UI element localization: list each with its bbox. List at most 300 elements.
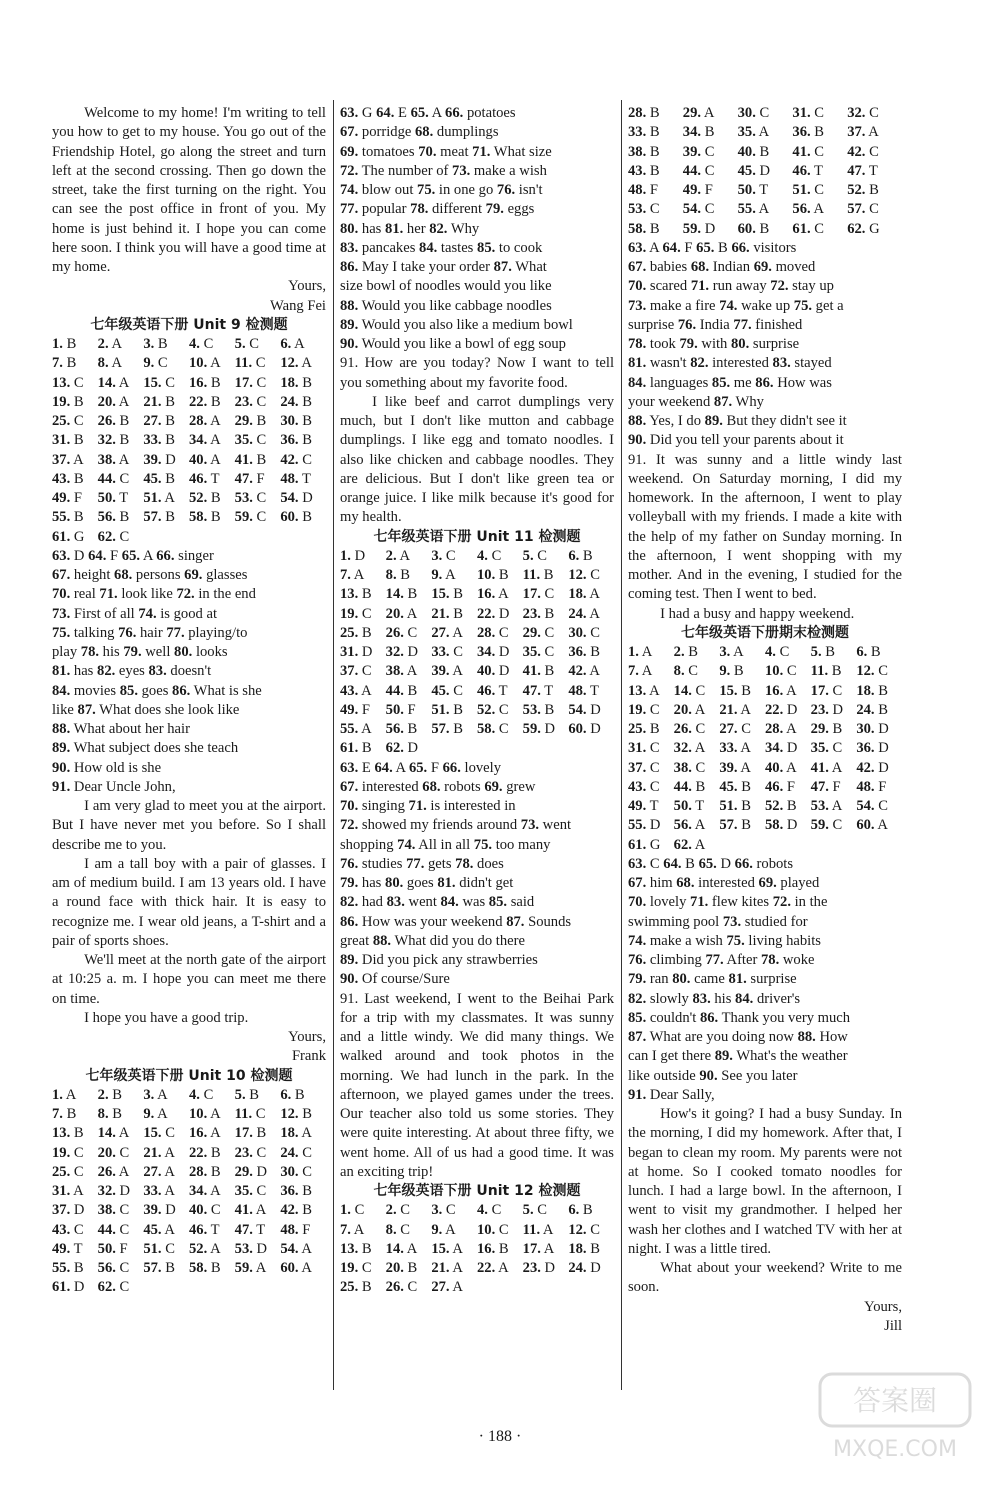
answer-item: 1. C [340, 1202, 365, 1219]
answer-item: 22. A [477, 1260, 509, 1276]
answer-item: 45. B [143, 470, 175, 487]
answer-item: 30. C [737, 105, 770, 121]
answer-item: 24. A [568, 605, 600, 622]
answer-item: 50. T [97, 490, 129, 506]
answer-item: 51. A [143, 490, 175, 506]
answer-item: 44. B [385, 682, 418, 699]
answer-line: 73. First of all 74. is good at [52, 605, 218, 622]
answer-item: 10. B [477, 567, 509, 583]
answer-item: 62. C [97, 528, 130, 545]
signature-closing: Yours, [864, 1298, 902, 1315]
answer-item: 60. A [856, 817, 888, 834]
answer-item: 12. C [856, 663, 888, 680]
answer-item: 45. B [719, 778, 751, 795]
answer-lines-final [628, 855, 902, 1105]
answer-item: 54. C [682, 201, 715, 218]
answer-line: great 88. What did you do there [340, 932, 525, 949]
answer-item: 9. A [431, 567, 456, 583]
answer-item: 46. T [189, 470, 220, 487]
answer-line: like outside 90. See you later [628, 1067, 798, 1084]
answer-item: 31. C [792, 105, 825, 121]
answer-line: 74. blow out 75. in one go 76. isn't [340, 182, 543, 198]
answer-item: 57. B [431, 721, 463, 737]
answer-item: 27. A [143, 1163, 175, 1180]
answer-item: 47. T [234, 1221, 266, 1238]
answer-item: 55. A [737, 201, 770, 218]
answer-item: 26. C [673, 721, 706, 737]
answer-item: 35. A [737, 124, 770, 141]
answer-item: 8. A [97, 355, 122, 372]
answer-item: 25. B [340, 1279, 372, 1296]
letter-paragraph: What about your weekend? Write to me soon. [628, 1260, 902, 1296]
answer-item: 21. A [143, 1144, 175, 1161]
answer-item: 32. A [673, 740, 706, 757]
answer-item: 42. B [280, 1202, 312, 1219]
answer-item: 7. B [52, 1106, 77, 1122]
answer-item: 26. A [97, 1163, 130, 1180]
answer-item: 40. C [189, 1202, 221, 1219]
answer-item: 19. C [628, 701, 660, 718]
answer-line: swimming pool 73. studied for [628, 913, 808, 930]
answer-item: 46. F [765, 778, 796, 795]
answer-item: 55. B [52, 1260, 84, 1276]
answer-item: 43. C [52, 1221, 84, 1238]
answer-item: 26. C [385, 624, 418, 641]
answer-item: 49. T [628, 798, 659, 814]
answer-item: 38. A [385, 663, 418, 680]
answer-item: 13. B [52, 1125, 84, 1142]
answer-item: 19. B [52, 393, 84, 410]
answer-item: 37. A [52, 451, 84, 468]
answer-item: 44. C [682, 162, 715, 179]
answer-item: 51. B [719, 798, 751, 814]
answer-lines-unit10 [340, 104, 614, 354]
answer-item: 44. C [97, 1221, 130, 1238]
answer-item: 32. D [385, 644, 419, 660]
answer-item: 22. D [765, 701, 798, 718]
letter-paragraph: Welcome to my home! I'm writing to tell you how to get to my house. You go out of the Friendship Hotel, go along the street and turn left at the second crossing. Then go down the street, take the first turning on the right. You can see the post office in front of you. My home is just behind it. I hope you can come here soon. I think you will have a good time at my home. [52, 105, 326, 275]
answer-item: 41. A [234, 1202, 267, 1219]
answer-item: 4. C [189, 336, 214, 352]
answer-item: 33. B [143, 432, 175, 449]
answer-item: 24. C [280, 1144, 312, 1161]
section-heading-unit12: 七年级英语下册 Unit 12 检测题 [373, 1183, 581, 1199]
answer-item: 42. C [847, 143, 879, 160]
answer-line: 84. movies 85. goes 86. What is she [52, 682, 262, 699]
answer-item: 14. A [97, 1125, 130, 1142]
answer-item: 60. B [737, 220, 770, 237]
section-heading-final: 七年级英语下册期末检测题 [681, 624, 849, 641]
answer-item: 43. C [628, 778, 660, 795]
answer-item: 40. D [477, 663, 510, 680]
answer-item: 39. A [719, 759, 751, 776]
answer-item: 40. B [737, 143, 770, 160]
answer-lines-unit12 [628, 239, 902, 451]
letter-paragraph: I hope you have a good trip. [84, 1009, 249, 1026]
signature-name: Wang Fei [270, 297, 326, 314]
answer-line: 70. scared 71. run away 72. stay up [628, 278, 834, 295]
answer-line: 91. Dear Uncle John, [52, 778, 176, 795]
answer-line: 67. interested 68. robots 69. grew [340, 778, 536, 795]
answer-lines-unit9 [52, 547, 326, 797]
answer-line: size bowl of noodles would you like [340, 278, 552, 295]
answer-line: 77. popular 78. different 79. eggs [340, 201, 535, 218]
answer-item: 48. T [568, 682, 599, 699]
answer-line: 67. him 68. interested 69. played [628, 875, 820, 891]
answer-line: 63. D 64. F 65. A 66. singer [52, 547, 214, 564]
answer-item: 20. C [97, 1144, 130, 1161]
answer-item: 57. C [847, 201, 879, 218]
answer-item: 41. A [810, 759, 843, 776]
answer-item: 19. C [340, 1260, 372, 1276]
answer-item: 37. C [340, 663, 372, 680]
answer-item: 22. D [477, 605, 510, 622]
answer-item: 11. A [522, 1221, 554, 1238]
answer-item: 4. C [477, 1202, 502, 1219]
watermark-text: MXQE.COM [833, 1437, 957, 1462]
answer-item: 38. A [97, 451, 130, 468]
answer-item: 10. A [189, 1106, 221, 1122]
answer-item: 59. D [522, 721, 556, 737]
answer-item: 49. T [52, 1240, 83, 1257]
answer-item: 23. C [234, 1144, 267, 1161]
answer-line: 63. G 64. E 65. A 66. potatoes [340, 105, 516, 121]
answer-item: 61. C [792, 220, 825, 237]
answer-line: 67. babies 68. Indian 69. moved [628, 259, 816, 275]
answer-item: 52. C [477, 701, 509, 718]
answer-item: 1. D [340, 547, 366, 564]
answer-item: 15. C [143, 374, 175, 391]
answer-item: 31. C [628, 740, 660, 757]
answer-item: 13. A [628, 682, 660, 699]
answer-line: 78. took 79. with 80. surprise [628, 336, 800, 352]
answer-item: 12. B [280, 1106, 312, 1122]
answer-line: 72. The number of 73. make a wish [340, 162, 547, 179]
answer-item: 27. B [143, 413, 175, 429]
section-heading-unit9: 七年级英语下册 Unit 9 检测题 [90, 316, 288, 333]
answer-line: 88. Yes, I do 89. But they didn't see it [628, 413, 847, 429]
answer-line: 87. What are you doing now 88. How [628, 1029, 848, 1045]
answer-item: 24. D [568, 1260, 601, 1276]
answer-item: 61. B [340, 740, 372, 757]
answer-lines-unit11 [340, 759, 614, 990]
answer-item: 59. C [810, 817, 843, 834]
answer-item: 5. B [234, 1086, 259, 1103]
answer-item: 17. A [522, 1240, 555, 1257]
answer-item: 50. T [737, 182, 769, 198]
answer-item: 51. C [143, 1240, 175, 1257]
answer-item: 15. A [431, 1240, 463, 1257]
answer-item: 36. B [568, 644, 600, 660]
answer-item: 10. C [765, 663, 797, 680]
answer-item: 46. T [189, 1221, 220, 1238]
essay-closing: I had a busy and happy weekend. [660, 605, 855, 622]
answer-line: 88. Would you like cabbage noodles [340, 297, 552, 314]
answer-item: 53. A [810, 798, 843, 814]
answer-item: 24. B [856, 701, 888, 718]
answer-line: your weekend 87. Why [628, 393, 764, 410]
answer-line: 75. talking 76. hair 77. playing/to [52, 624, 248, 641]
answer-item: 49. F [340, 701, 371, 718]
column-2 [340, 104, 614, 1298]
answer-line: 73. make a fire 74. wake up 75. get a [628, 297, 844, 314]
answer-item: 57. B [143, 509, 175, 526]
answer-line: 85. couldn't 86. Thank you very much [628, 1009, 851, 1026]
answer-item: 46. T [477, 682, 508, 699]
answer-grid-unit10 [52, 1086, 326, 1298]
answer-item: 4. C [765, 644, 790, 660]
answer-item: 60. B [280, 509, 312, 526]
column-1 [52, 104, 326, 1298]
answer-item: 9. A [143, 1106, 168, 1122]
essay-paragraph: 91. It was sunny and a little windy last weekend. On Saturday morning, I did my homework. In the afternoon, I went to play volleyball with my friends. I made a kite with the help of my father on Sunday morning. In the afternoon, I went shopping with my mother. And in the evening, I studied for the coming test. Then I went to bed. [628, 451, 902, 603]
answer-item: 4. C [189, 1086, 214, 1103]
answer-item: 36. B [280, 1183, 312, 1199]
answer-item: 28. B [189, 1163, 221, 1180]
answer-item: 23. D [522, 1260, 556, 1276]
answer-line: 76. studies 77. gets 78. does [340, 855, 504, 872]
essay-intro: 91. How are you today? Now I want to tell you something about my favorite food. [340, 355, 614, 391]
column-divider-left [333, 100, 334, 1390]
answer-item: 47. F [234, 470, 265, 487]
signature-name: Frank [291, 1048, 326, 1065]
answer-grid-unit12-continued [628, 104, 902, 239]
answer-item: 30. D [856, 721, 889, 737]
answer-line: 72. showed my friends around 73. went [340, 817, 572, 834]
answer-item: 30. B [280, 413, 312, 429]
answer-line: 82. slowly 83. his 84. driver's [628, 990, 801, 1007]
answer-line: 89. Would you also like a medium bowl [340, 316, 573, 333]
answer-line: 82. had 83. went 84. was 85. said [340, 894, 535, 911]
answer-item: 18. B [856, 682, 888, 699]
answer-item: 1. A [628, 644, 653, 660]
section-heading-unit10: 七年级英语下册 Unit 10 检测题 [85, 1067, 293, 1084]
answer-item: 25. B [340, 624, 372, 641]
essay-paragraph: 91. Last weekend, I went to the Beihai Park for a trip with my classmates. It was sunny and a little windy. We did many things. We walked around and took photos in the morning. We had lunch in the park. In the afternoon, we played games under the trees. Our teacher also told us some stories. They were quite interesting. At about three fifty, we went home. All of us had a good time. It was an exciting trip! [340, 990, 614, 1180]
answer-item: 34. A [189, 1183, 221, 1199]
answer-item: 35. C [234, 432, 267, 449]
answer-item: 41. B [522, 663, 555, 680]
answer-line: 74. make a wish 75. living habits [628, 932, 821, 949]
answer-item: 43. B [628, 162, 660, 179]
answer-item: 5. B [810, 644, 835, 660]
answer-item: 45. C [431, 682, 463, 699]
answer-item: 3. B [143, 336, 168, 352]
answer-item: 14. C [673, 682, 706, 699]
answer-item: 50. F [97, 1240, 128, 1257]
answer-item: 2. A [97, 336, 122, 352]
answer-item: 6. B [856, 644, 881, 660]
answer-item: 43. A [340, 682, 372, 699]
answer-item: 23. D [810, 701, 844, 718]
answer-item: 47. T [522, 682, 554, 699]
answer-line: 76. climbing 77. After 78. woke [628, 952, 815, 968]
answer-item: 29. C [522, 624, 555, 641]
answer-item: 30. C [568, 624, 600, 641]
answer-item: 22. B [189, 1144, 221, 1161]
answer-item: 60. D [568, 721, 601, 737]
answer-item: 15. B [719, 682, 751, 699]
answer-grid-final [628, 643, 902, 855]
answer-item: 19. C [340, 605, 372, 622]
answer-item: 47. F [810, 778, 841, 795]
answer-item: 55. B [52, 509, 84, 526]
answer-item: 12. C [568, 1221, 600, 1238]
answer-line: 70. lovely 71. flew kites 72. in the [628, 894, 828, 911]
answer-line: 67. porridge 68. dumplings [340, 124, 499, 141]
answer-item: 56. C [97, 1260, 130, 1276]
answer-item: 33. A [719, 740, 751, 757]
answer-line: 90. Of course/Sure [340, 971, 450, 988]
section-heading-unit11: 七年级英语下册 Unit 11 检测题 [373, 528, 581, 545]
answer-item: 9. C [143, 355, 168, 372]
answer-item: 44. C [97, 470, 130, 487]
answer-item: 26. B [97, 413, 130, 429]
answer-line: like 87. What does she look like [52, 701, 240, 718]
answer-item: 15. B [431, 586, 463, 603]
column-divider-right [621, 100, 622, 1390]
answer-item: 38. C [673, 759, 706, 776]
answer-item: 18. A [280, 1125, 312, 1142]
answer-item: 2. B [97, 1086, 122, 1103]
answer-item: 40. A [189, 451, 221, 468]
answer-item: 42. A [568, 663, 600, 680]
answer-item: 8. C [385, 1221, 410, 1238]
answer-line: 67. height 68. persons 69. glasses [52, 567, 248, 583]
answer-item: 17. C [810, 682, 843, 699]
answer-item: 52. B [765, 798, 797, 814]
answer-item: 11. B [522, 567, 554, 583]
answer-item: 2. B [673, 644, 698, 660]
answer-item: 20. A [673, 701, 706, 718]
answer-item: 17. C [234, 374, 267, 391]
answer-item: 59. D [682, 220, 716, 237]
answer-item: 40. A [765, 759, 797, 776]
answer-item: 14. A [385, 1240, 418, 1257]
answer-item: 35. C [522, 644, 555, 660]
answer-item: 55. D [628, 817, 661, 834]
answer-item: 31. B [52, 432, 84, 449]
answer-item: 29. B [234, 413, 267, 429]
answer-item: 48. F [628, 182, 659, 198]
answer-item: 54. C [856, 798, 888, 814]
answer-item: 30. C [280, 1163, 312, 1180]
answer-item: 16. A [477, 586, 509, 603]
answer-item: 33. C [431, 644, 463, 660]
answer-item: 21. A [431, 1260, 463, 1276]
answer-item: 17. B [234, 1125, 267, 1142]
letter-paragraph: I am a tall boy with a pair of glasses. I am of medium build. I am 13 years old. I have a round face with thick hair. It is easy to recognize me. I wear old jeans, a T-shirt and a pair of sports shoes. [52, 855, 326, 949]
answer-item: 51. B [431, 701, 463, 718]
answer-item: 28. B [628, 105, 660, 121]
answer-item: 33. A [143, 1183, 175, 1199]
answer-item: 29. A [682, 105, 715, 121]
answer-item: 53. D [234, 1240, 268, 1257]
signature-closing: Yours, [288, 278, 326, 295]
answer-item: 13. B [340, 1240, 372, 1257]
answer-item: 32. C [847, 105, 879, 121]
answer-item: 7. B [52, 355, 77, 372]
answer-line: 63. C 64. B 65. D 66. robots [628, 855, 794, 872]
answer-line: 90. Did you tell your parents about it [628, 432, 844, 449]
answer-item: 54. D [280, 490, 313, 506]
answer-item: 21. B [143, 393, 175, 410]
answer-item: 16. B [189, 374, 221, 391]
answer-line: 79. has 80. goes 81. didn't get [340, 875, 514, 891]
answer-item: 28. A [189, 413, 221, 429]
answer-grid-unit11 [340, 547, 614, 759]
letter-paragraph: How's it going? I had a busy Sunday. In the morning, I did my homework. After that, I began to clean my room. My parents were not at home. So I cooked tomato noodles for lunch. I had a large bowl. In the afternoon, I went to visit my grandmother. I helped her wash her clothes and I watched TV with her at night. I was a little tired. [628, 1106, 902, 1257]
answer-line: 69. tomatoes 70. meat 71. What size [340, 143, 552, 160]
answer-item: 36. B [280, 432, 312, 449]
answer-line: 89. What subject does she teach [52, 740, 239, 757]
answer-item: 5. C [234, 336, 259, 352]
answer-line: 70. real 71. look like 72. in the end [52, 586, 256, 603]
answer-item: 58. C [477, 721, 509, 737]
answer-item: 11. C [234, 355, 266, 372]
answer-item: 17. C [522, 586, 555, 603]
answer-line: 91. Dear Sally, [628, 1086, 715, 1103]
answer-item: 48. T [280, 470, 311, 487]
answer-line: 84. languages 85. me 86. How was [628, 374, 832, 391]
answer-item: 21. B [431, 605, 463, 622]
answer-item: 11. C [234, 1106, 266, 1122]
answer-line: 83. pancakes 84. tastes 85. to cook [340, 239, 543, 256]
answer-item: 62. C [97, 1279, 130, 1296]
answer-item: 1. A [52, 1086, 77, 1103]
answer-item: 34. A [189, 432, 221, 449]
answer-item: 16. A [765, 682, 797, 699]
answer-item: 37. C [628, 759, 660, 776]
answer-item: 52. A [189, 1240, 221, 1257]
column-3 [628, 104, 902, 1336]
answer-item: 53. B [522, 701, 555, 718]
answer-line: shopping 74. All in all 75. too many [340, 836, 551, 853]
answer-item: 5. C [522, 547, 547, 564]
answer-item: 35. C [234, 1183, 267, 1199]
answer-item: 39. C [682, 143, 715, 160]
answer-item: 6. B [568, 1202, 593, 1219]
answer-line: 63. E 64. A 65. F 66. lovely [340, 759, 502, 776]
answer-item: 36. D [856, 740, 889, 757]
answer-line: play 78. his 79. well 80. looks [52, 644, 228, 660]
answer-item: 25. B [628, 721, 660, 737]
answer-item: 14. B [385, 586, 418, 603]
answer-item: 28. A [765, 721, 797, 737]
answer-item: 38. C [97, 1202, 130, 1219]
signature-closing: Yours, [288, 1029, 326, 1045]
answer-line: 86. May I take your order 87. What [340, 259, 547, 275]
answer-item: 9. A [431, 1221, 456, 1238]
answer-item: 45. D [737, 162, 771, 179]
answer-item: 18. B [568, 1240, 600, 1257]
answer-item: 2. C [385, 1202, 410, 1219]
answer-line: 79. ran 80. came 81. surprise [628, 971, 797, 988]
answer-item: 60. A [280, 1260, 312, 1276]
answer-item: 59. C [234, 509, 267, 526]
answer-line: 88. What about her hair [52, 721, 190, 737]
answer-item: 50. T [673, 798, 705, 814]
answer-item: 56. A [673, 817, 706, 834]
answer-item: 27. A [431, 1279, 463, 1296]
answer-item: 33. B [628, 124, 660, 141]
answer-item: 13. B [340, 586, 372, 603]
answer-item: 48. F [856, 778, 887, 795]
answer-item: 10. A [189, 355, 221, 372]
answer-item: 1. B [52, 336, 77, 352]
answer-item: 54. A [280, 1240, 312, 1257]
answer-item: 4. C [477, 547, 502, 564]
